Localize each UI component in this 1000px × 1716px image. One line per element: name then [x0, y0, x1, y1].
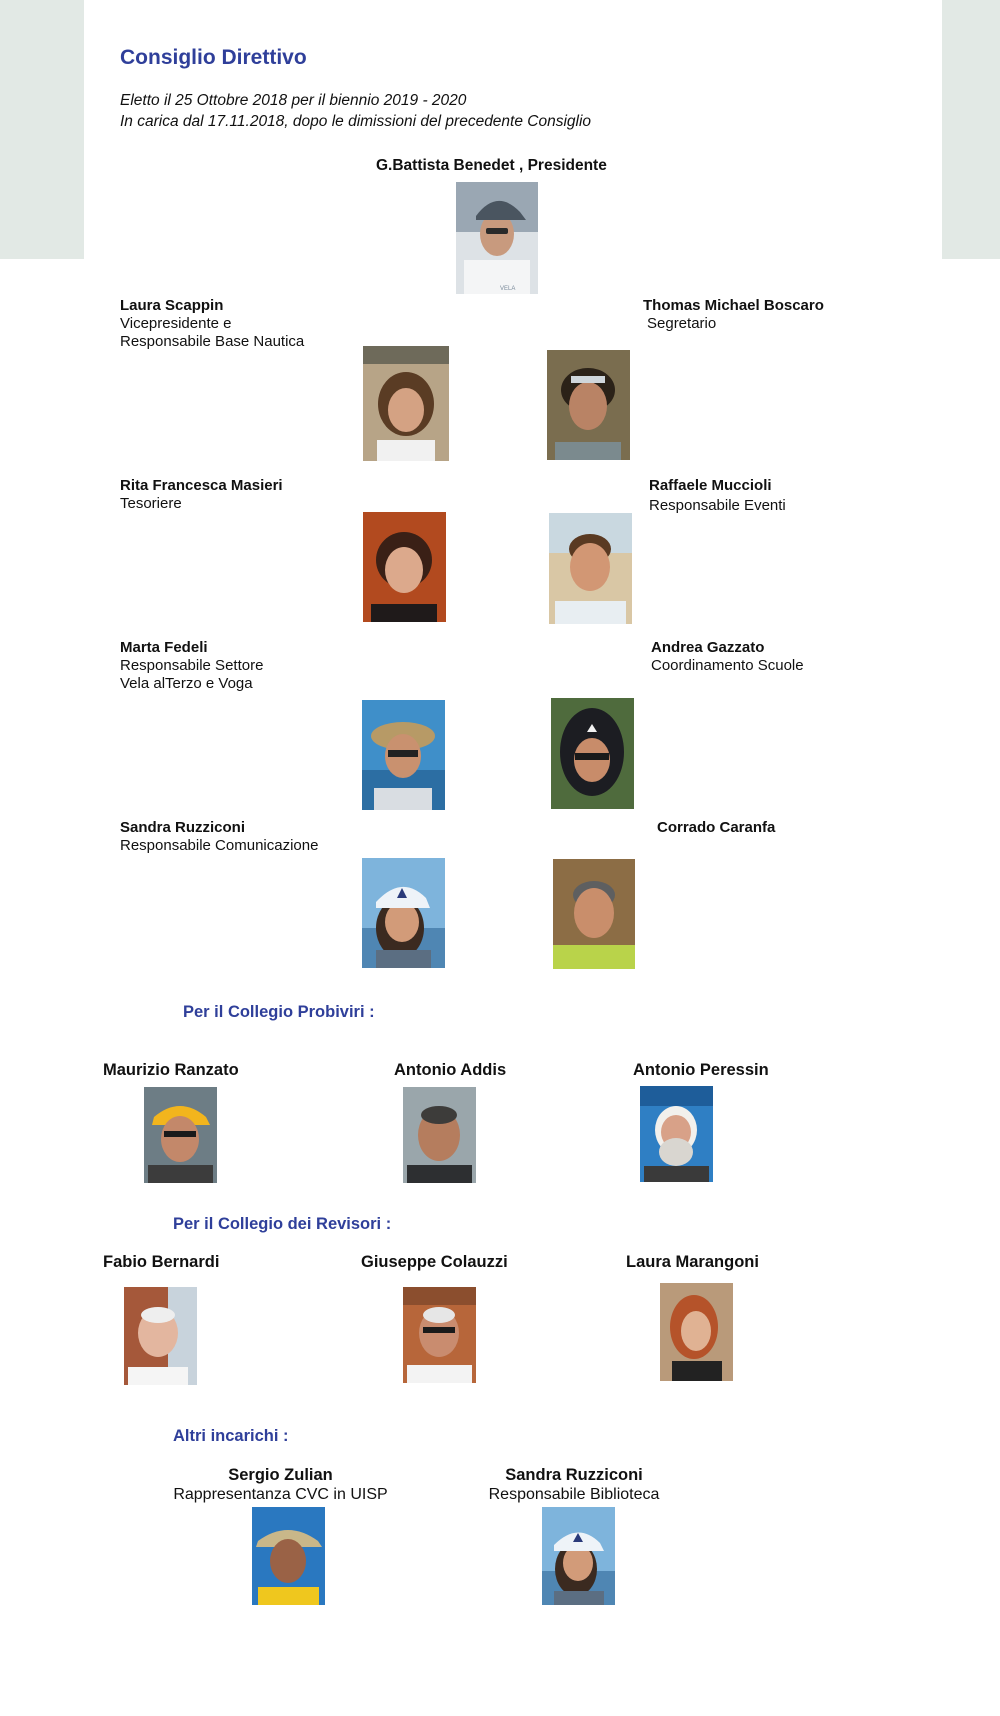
laura-marangoni-photo — [660, 1283, 733, 1381]
president-name: G.Battista Benedet , Presidente — [376, 157, 607, 174]
antonio-peressin-photo — [640, 1086, 713, 1182]
member-role: Vicepresidente e — [120, 315, 232, 332]
left-background-band — [0, 0, 84, 259]
member-name: Sergio Zulian — [228, 1466, 333, 1484]
altri-incarichi-heading: Altri incarichi : — [173, 1427, 289, 1445]
probiviri-member-name: Antonio Peressin — [633, 1061, 769, 1079]
maurizio-ranzato-photo — [144, 1087, 217, 1183]
antonio-addis-photo — [403, 1087, 476, 1183]
corrado-caranfa-photo — [553, 859, 635, 969]
member-name: Corrado Caranfa — [657, 819, 776, 836]
altri-member-sergio-zulian — [168, 1465, 393, 1504]
fabio-bernardi-photo — [124, 1287, 197, 1385]
member-name: Raffaele Muccioli — [649, 477, 772, 494]
election-date-line: Eletto il 25 Ottobre 2018 per il biennio 2019 - 2020 — [120, 92, 467, 109]
board-member-thomas-boscaro — [643, 297, 824, 333]
altri-member-sandra-ruzziconi — [485, 1465, 663, 1504]
board-member-marta-fedeli — [120, 639, 263, 693]
member-role: Responsabile Base Nautica — [120, 333, 305, 350]
member-role: Responsabile Biblioteca — [488, 1486, 660, 1503]
marta-fedeli-photo — [362, 700, 445, 810]
revisori-member-name: Fabio Bernardi — [103, 1253, 220, 1271]
revisori-member-name: Laura Marangoni — [626, 1253, 759, 1271]
board-member-rita-masieri — [120, 477, 283, 513]
right-background-band — [942, 0, 1000, 259]
member-name: Rita Francesca Masieri — [120, 477, 283, 494]
member-name: Sandra Ruzziconi — [120, 819, 246, 836]
board-member-corrado-caranfa — [657, 819, 775, 837]
member-name: Sandra Ruzziconi — [505, 1466, 643, 1484]
sandra-ruzziconi-photo — [362, 858, 445, 968]
sergio-zulian-photo — [252, 1507, 325, 1605]
revisori-member-name: Giuseppe Colauzzi — [361, 1253, 508, 1271]
photo-badge-text: VELA — [500, 286, 516, 292]
term-start-line: In carica dal 17.11.2018, dopo le dimissioni del precedente Consiglio — [120, 113, 592, 130]
member-role: Vela alTerzo e Voga — [120, 675, 253, 692]
probiviri-member-name: Antonio Addis — [394, 1061, 507, 1079]
member-name: Thomas Michael Boscaro — [643, 297, 824, 314]
member-role: Coordinamento Scuole — [651, 657, 804, 674]
board-member-andrea-gazzato — [651, 639, 804, 675]
rita-masieri-photo — [363, 512, 446, 622]
probiviri-heading: Per il Collegio Probiviri : — [183, 1003, 375, 1021]
board-member-sandra-ruzziconi — [120, 819, 318, 855]
member-role: Tesoriere — [120, 495, 182, 512]
member-role: Responsabile Settore — [120, 657, 264, 674]
revisori-heading: Per il Collegio dei Revisori : — [173, 1215, 392, 1233]
andrea-gazzato-photo — [551, 698, 634, 809]
laura-scappin-photo — [363, 346, 449, 461]
page-title: Consiglio Direttivo — [120, 46, 307, 69]
member-role: Responsabile Comunicazione — [120, 837, 319, 854]
member-name: Laura Scappin — [120, 297, 224, 314]
giuseppe-colauzzi-photo — [403, 1287, 476, 1383]
thomas-boscaro-photo — [547, 350, 630, 460]
member-name: Andrea Gazzato — [651, 639, 765, 656]
president-photo — [456, 182, 538, 294]
member-role: Segretario — [647, 315, 717, 332]
member-role: Rappresentanza CVC in UISP — [173, 1486, 388, 1503]
probiviri-member-name: Maurizio Ranzato — [103, 1061, 239, 1079]
raffaele-muccioli-photo — [549, 513, 632, 624]
board-member-laura-scappin — [120, 297, 304, 351]
member-role: Responsabile Eventi — [649, 497, 786, 514]
sandra-ruzziconi-photo-2 — [542, 1507, 615, 1605]
member-name: Marta Fedeli — [120, 639, 208, 656]
board-member-raffaele-muccioli — [649, 477, 786, 515]
